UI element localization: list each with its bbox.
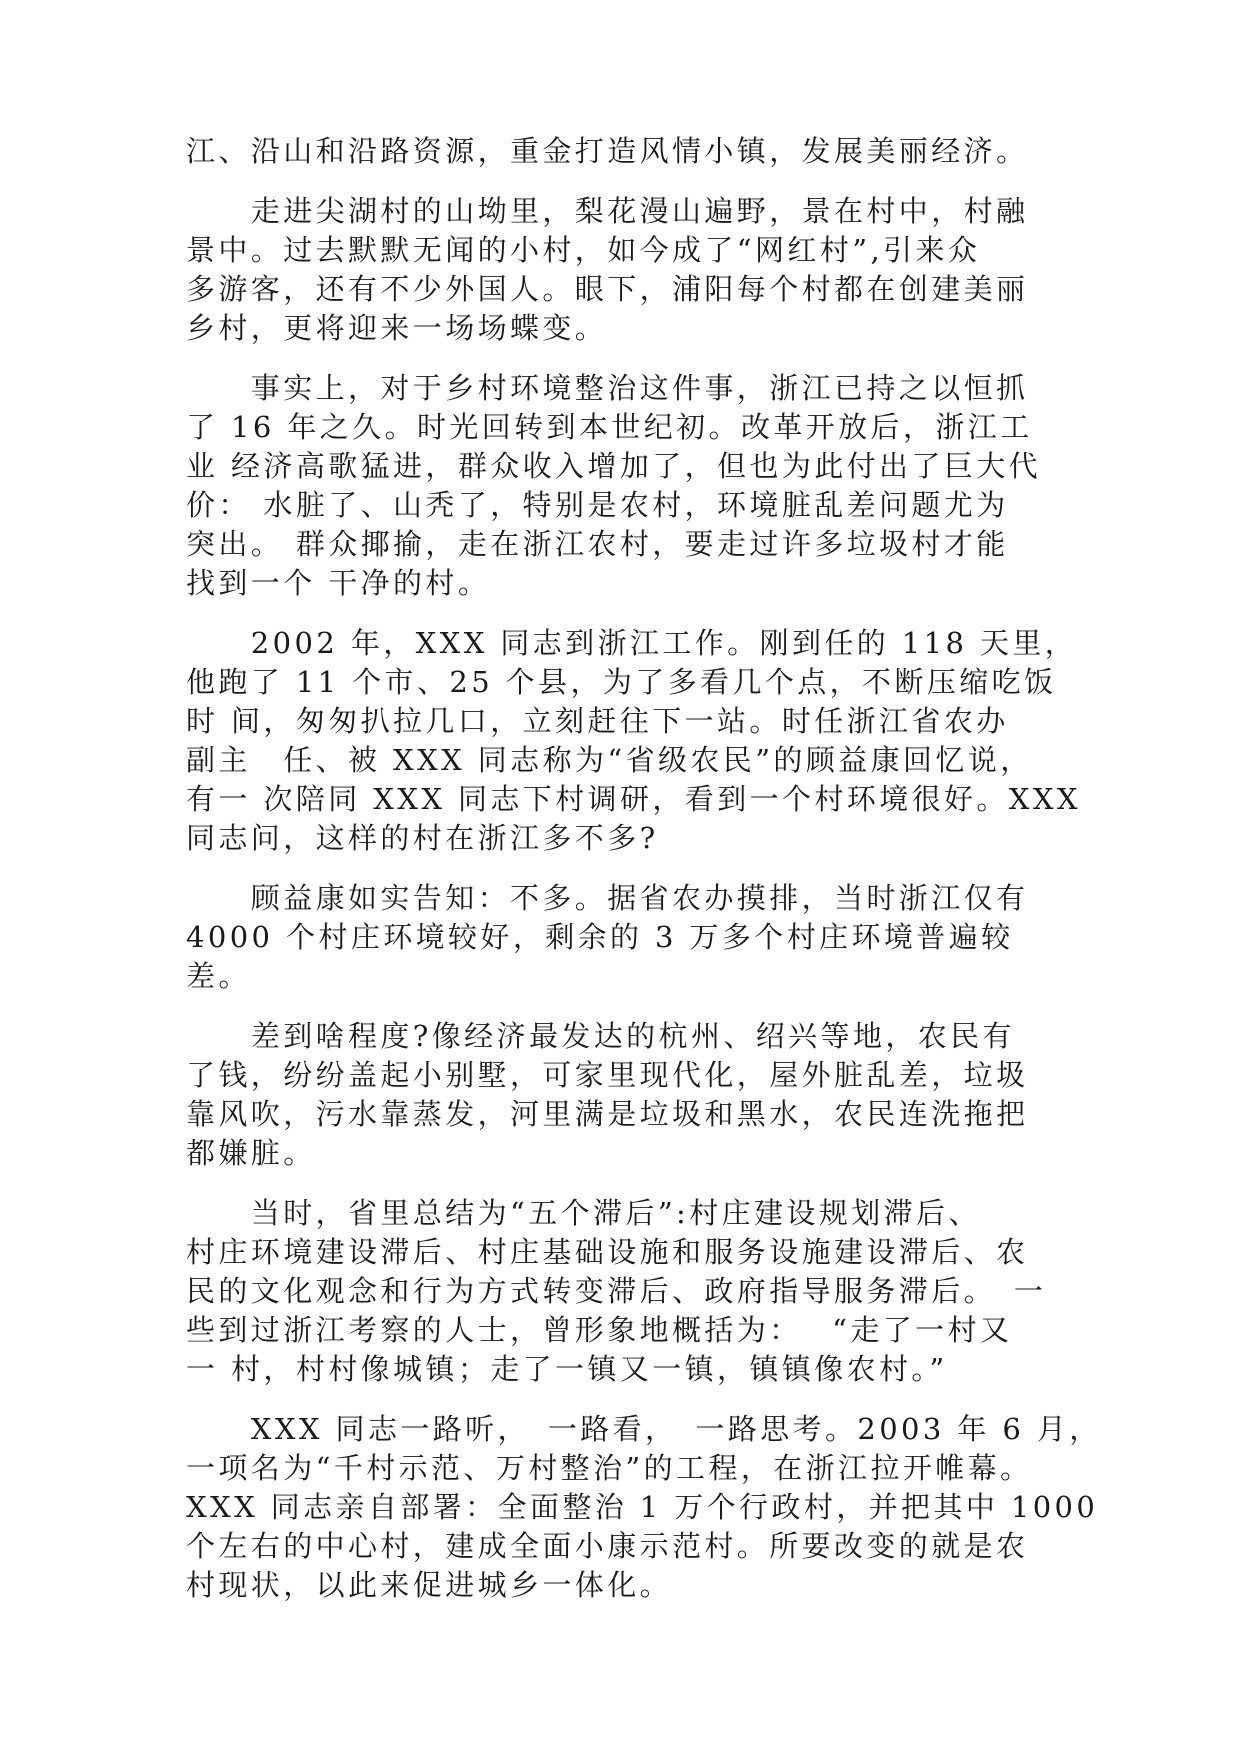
paragraph-5 <box>186 879 1056 996</box>
text-line: 一项名为“千村示范、万村整治”的工程，在浙江拉开帷幕。 <box>186 1451 1033 1485</box>
text-line: 有一 次陪同 XXX 同志下村调研，看到一个村环境很好。XXX <box>186 782 1081 816</box>
text-line: 时 间，匆匆扒拉几口，立刻赶往下一站。时任浙江省农办 <box>186 704 1009 738</box>
text-line: 同志问，这样的村在浙江多不多? <box>186 821 659 855</box>
text-line: 2002 年，XXX 同志到浙江工作。刚到任的 118 天里， <box>186 626 1078 660</box>
text-line: 些到过浙江考察的人士，曾形象地概括为： “走了一村又 <box>186 1313 1013 1347</box>
text-line: 一 村，村村像城镇；走了一镇又一镇，镇镇像农村。” <box>186 1352 948 1386</box>
text-line: 村现状，以此来促进城乡一体化。 <box>186 1568 673 1602</box>
text-line: 走进尖湖村的山坳里，梨花漫山遍野，景在村中，村融 <box>186 194 1029 228</box>
text-line: 多游客，还有不少外国人。眼下，浦阳每个村都在创建美丽 <box>186 272 1029 306</box>
text-line: 差到啥程度?像经济最发达的杭州、绍兴等地，农民有 <box>186 1019 1015 1053</box>
text-line: 当时，省里总结为“五个滞后”:村庄建设规划滞后、 <box>186 1196 981 1230</box>
paragraph-3 <box>186 369 1056 603</box>
text-line: 突出。 群众揶揄，走在浙江农村，要走过许多垃圾村才能 <box>186 527 1009 561</box>
text-line: 业 经济高歌猛进，群众收入增加了，但也为此付出了巨大代 <box>186 449 1042 483</box>
paragraph-2 <box>186 192 1056 348</box>
text-line: 景中。过去默默无闻的小村，如今成了“网红村”,引来众 <box>186 233 981 267</box>
text-line: 差。 <box>186 959 251 993</box>
paragraph-1 <box>186 132 1056 171</box>
text-line: 他跑了 11 个市、25 个县，为了多看几个点，不断压缩吃饭 <box>186 665 1057 699</box>
text-line: 事实上，对于乡村环境整治这件事，浙江已持之以恒抓 <box>186 371 1029 405</box>
text-line: 村庄环境建设滞后、村庄基础设施和服务设施建设滞后、农 <box>186 1235 1029 1269</box>
paragraph-8 <box>186 1410 1102 1605</box>
text-line: 顾益康如实告知：不多。据省农办摸排，当时浙江仅有 <box>186 881 1029 915</box>
document-body <box>186 132 1102 1626</box>
text-line: 找到一个 干净的村。 <box>186 566 491 600</box>
text-line: 副主 任、被 XXX 同志称为“省级农民”的顾益康回忆说， <box>186 743 1033 777</box>
text-line: 民的文化观念和行为方式转变滞后、政府指导服务滞后。 一 <box>186 1274 1047 1308</box>
text-line: 了 16 年之久。时光回转到本世纪初。改革开放后，浙江工 <box>186 410 1033 444</box>
text-line: XXX 同志一路听， 一路看， 一路思考。2003 年 6 月， <box>186 1412 1102 1446</box>
text-line: 价： 水脏了、山秃了，特别是农村，环境脏乱差问题尤为 <box>186 488 1009 522</box>
paragraph-4 <box>186 624 1081 858</box>
text-line: 都嫌脏。 <box>186 1136 316 1170</box>
text-line: 4000 个村庄环境较好，剩余的 3 万多个村庄环境普遍较 <box>186 920 1014 954</box>
text-line: XXX 同志亲自部署：全面整治 1 万个行政村，并把其中 1000 <box>186 1490 1099 1524</box>
text-line: 靠风吹，污水靠蒸发，河里满是垃圾和黑水，农民连洗拖把 <box>186 1097 1029 1131</box>
text-line: 个左右的中心村，建成全面小康示范村。所要改变的就是农 <box>186 1529 1029 1563</box>
paragraph-7 <box>186 1194 1056 1389</box>
paragraph-6 <box>186 1017 1056 1173</box>
text-line: 了钱，纷纷盖起小别墅，可家里现代化，屋外脏乱差，垃圾 <box>186 1058 1029 1092</box>
text-line: 乡村，更将迎来一场场蝶变。 <box>186 311 608 345</box>
text-line: 江、沿山和沿路资源，重金打造风情小镇，发展美丽经济。 <box>186 134 1029 168</box>
